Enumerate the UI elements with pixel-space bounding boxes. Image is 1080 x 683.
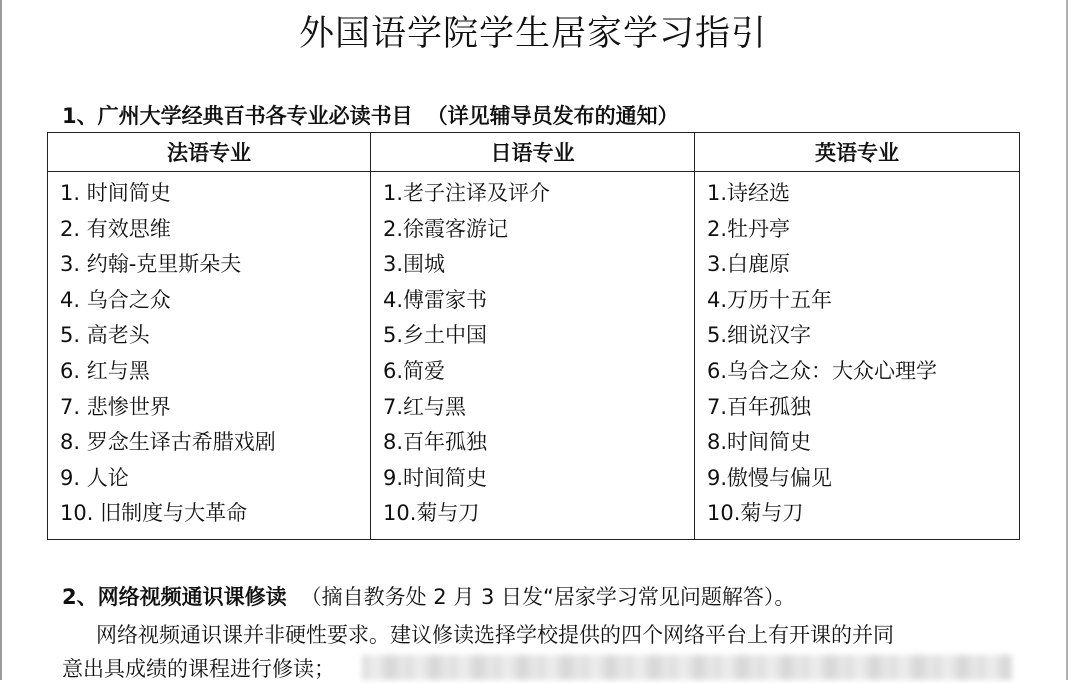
page-edge-left [0,0,2,680]
section-2-paragraph-line-2: 意出具成绩的课程进行修读； [62,657,335,681]
book-item: 5.乡土中国 [383,323,488,348]
page-edge-right [1066,0,1068,680]
book-item: 9.傲慢与偏见 [707,465,833,490]
table-header-row [48,133,1020,172]
book-item: 8. 罗念生译古希腊戏剧 [60,430,276,455]
book-item: 5. 高老头 [60,323,150,348]
book-item: 6.简爱 [383,358,446,383]
book-item: 7.百年孤独 [707,394,812,419]
english-books-cell [695,172,1020,540]
book-item: 2.徐霞客游记 [383,216,509,241]
book-item: 10.菊与刀 [707,501,804,526]
section-1-note: （详见辅导员发布的通知） [426,104,679,128]
book-item: 1. 时间简史 [60,181,171,205]
book-item: 7. 悲惨世界 [60,394,171,419]
redacted-text [362,655,1012,680]
book-item: 8.时间简史 [707,430,812,455]
section-2-title: 2、网络视频通识课修读 [62,585,287,609]
book-item: 9. 人论 [60,465,129,490]
section-1-heading [62,100,679,130]
table-body-row [48,172,1020,540]
japanese-book-list [383,176,694,532]
book-item: 3.白鹿原 [707,252,791,277]
book-item: 8.百年孤独 [383,430,488,455]
section-2-paragraph-line-1: 网络视频通识课并非硬性要求。建议修读选择学校提供的四个网络平台上有开课的并同 [96,623,894,647]
document-title: 外国语学院学生居家学习指引 [298,14,767,54]
japanese-books-cell [371,172,695,540]
book-item: 7.红与黑 [383,394,467,419]
book-item: 6.乌合之众：大众心理学 [707,358,938,383]
header-english: 英语专业 [695,133,1020,172]
header-japanese: 日语专业 [371,133,695,172]
book-item: 10.菊与刀 [383,501,480,526]
section-2-note: （摘自教务处 2 月 3 日发“居家学习常见问题解答）。 [300,585,796,609]
book-item: 4.万历十五年 [707,287,833,312]
book-item: 1.老子注译及评介 [383,181,551,205]
book-item: 2.牡丹亭 [707,216,791,241]
book-item: 3.围城 [383,252,446,277]
section-2-heading [62,581,795,611]
french-book-list [60,176,370,532]
section-1-title: 1、广州大学经典百书各专业必读书目 [62,104,413,128]
header-french: 法语专业 [48,133,371,172]
book-item: 5.细说汉字 [707,323,812,348]
required-books-table [47,132,1020,540]
book-item: 9.时间简史 [383,465,488,490]
english-book-list [707,176,1019,532]
book-item: 4. 乌合之众 [60,287,171,312]
book-item: 6. 红与黑 [60,358,150,383]
book-item: 1.诗经选 [707,181,791,205]
book-item: 4.傅雷家书 [383,287,488,312]
book-item: 10. 旧制度与大革命 [60,501,248,526]
book-item: 2. 有效思维 [60,216,171,241]
french-books-cell [48,172,371,540]
book-item: 3. 约翰-克里斯朵夫 [60,252,242,277]
